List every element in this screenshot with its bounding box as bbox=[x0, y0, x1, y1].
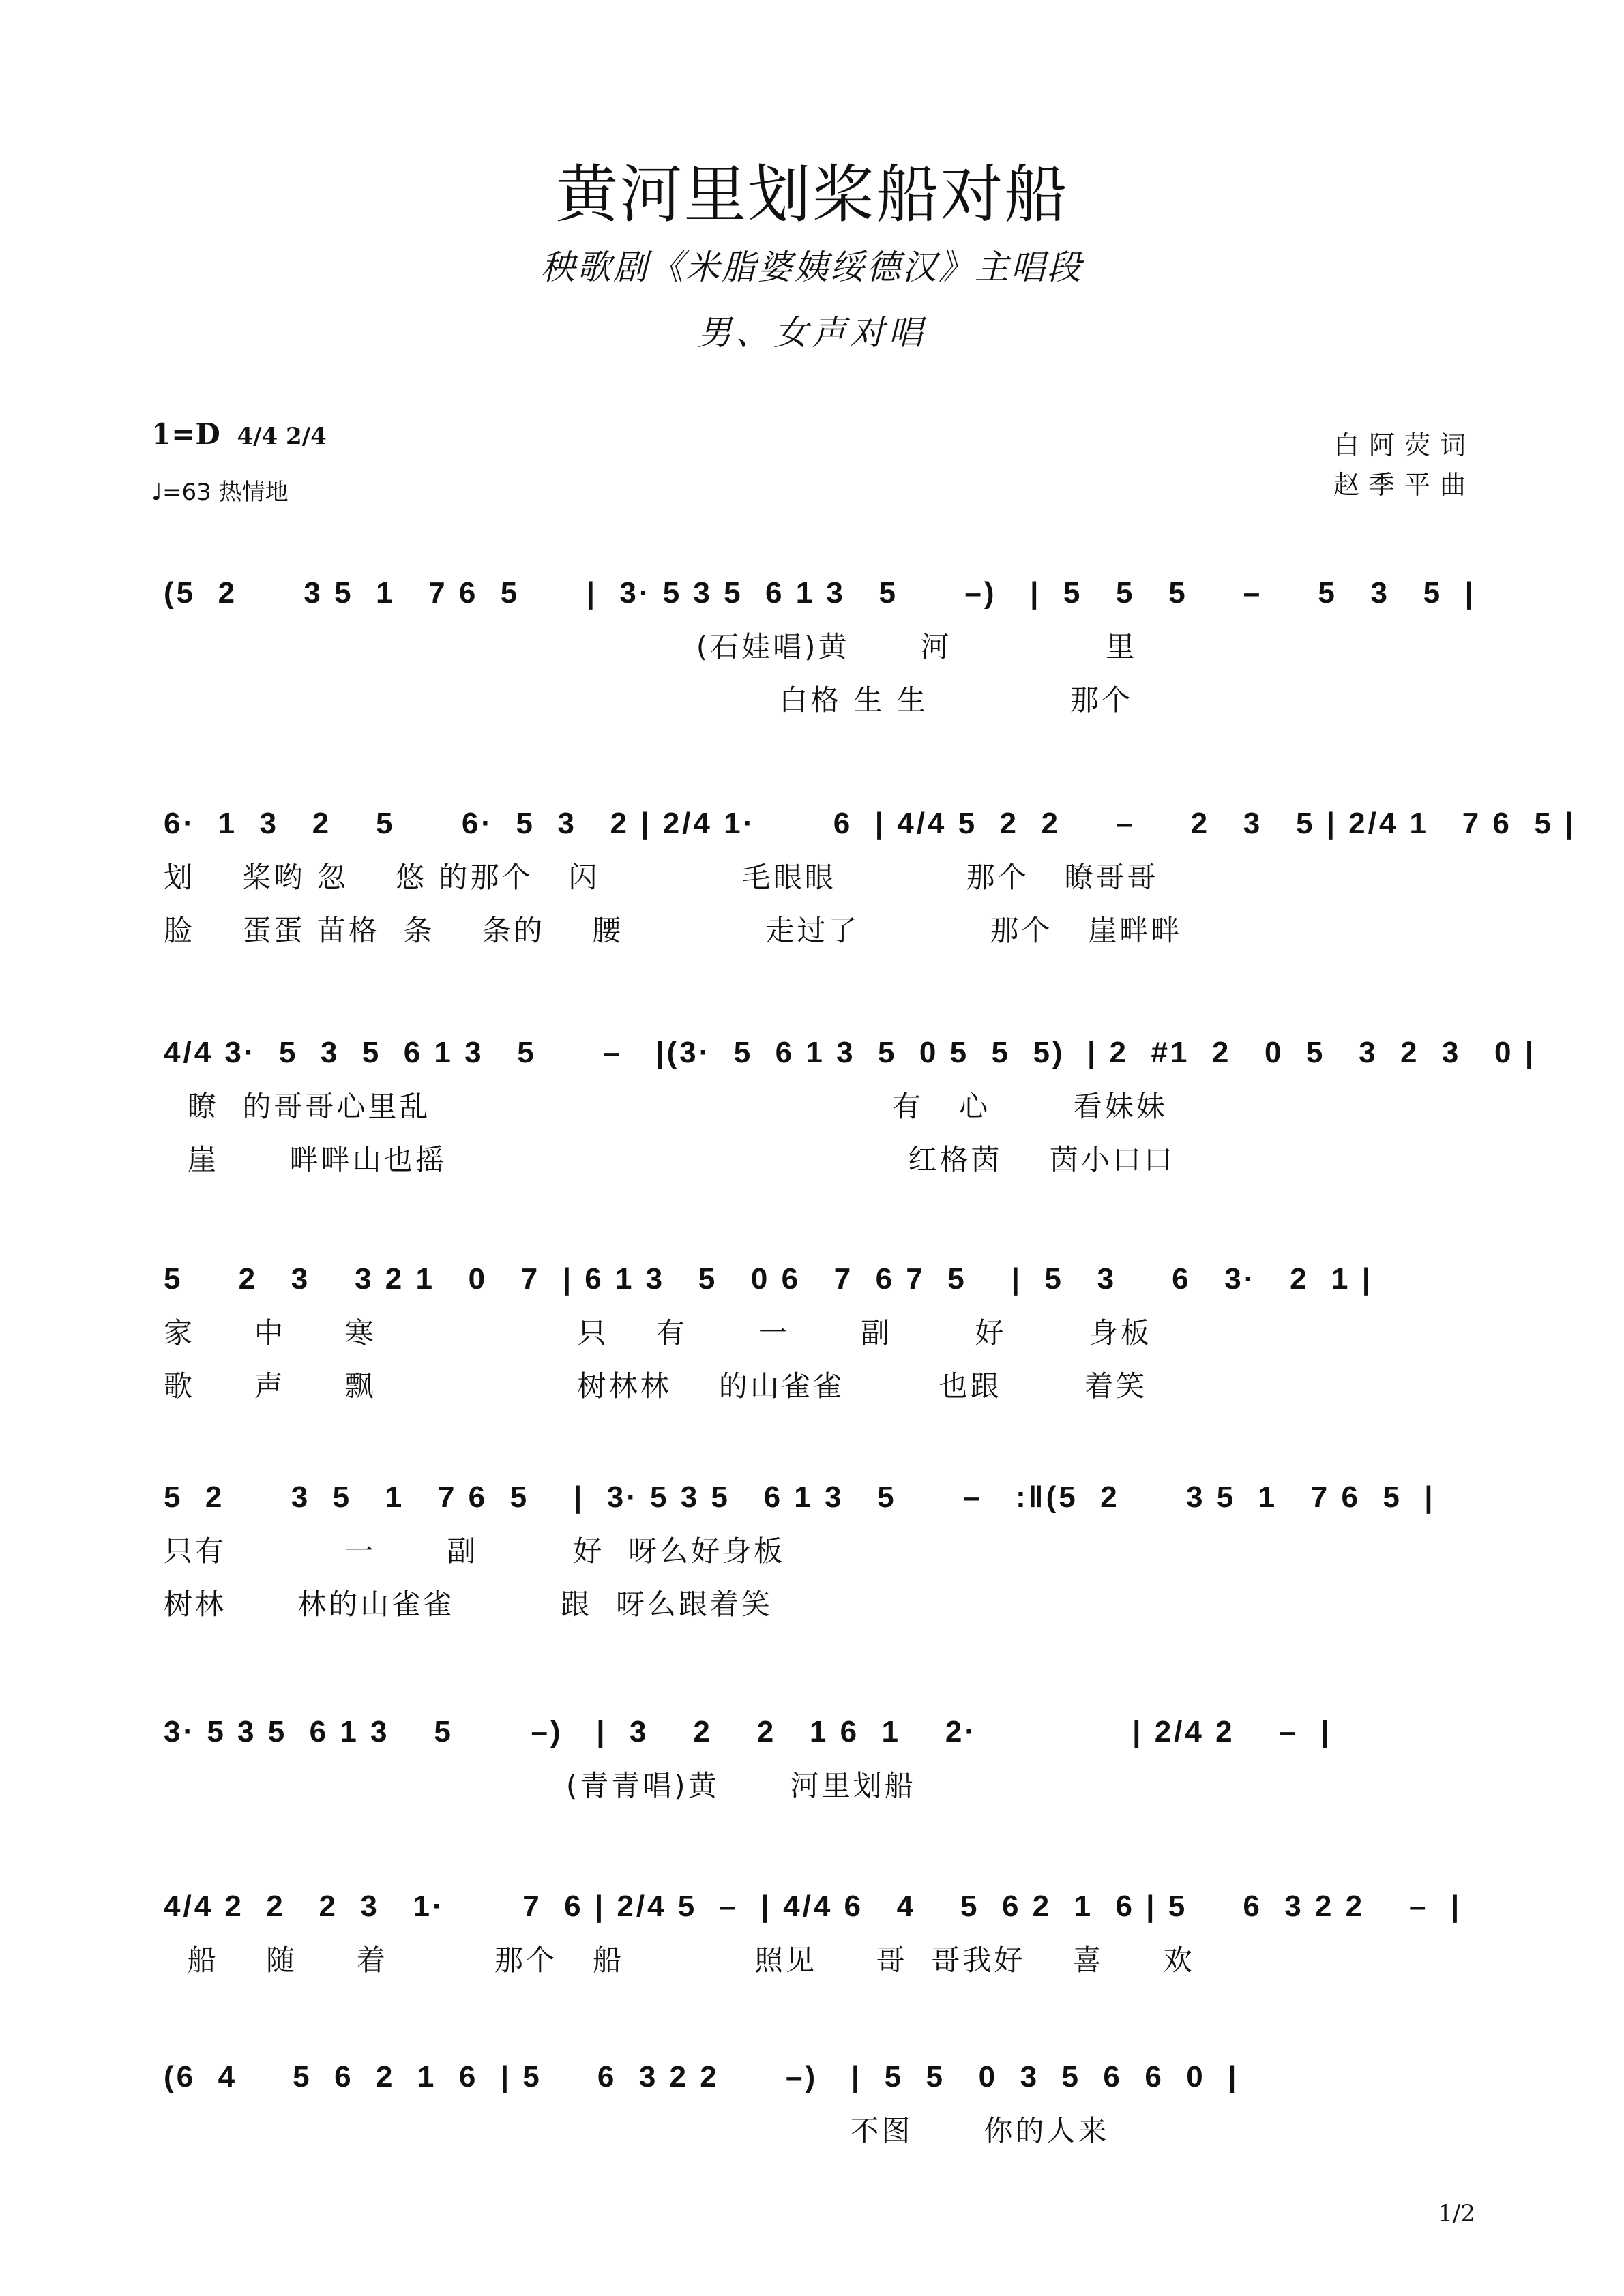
lyric-line: (青青唱)黄 河里划船 bbox=[164, 1769, 916, 1802]
staff-notes: (5 2 3 5 1 7 6 5 | 3· 5 3 5 6 1 3 5 –) | 5 5 5 – 5 3 5 | bbox=[164, 576, 1476, 610]
lyric-line: 只有 一 副 好 呀么好身板 bbox=[164, 1534, 786, 1568]
lyric-line: (石娃唱)黄 河 里 bbox=[164, 630, 1138, 664]
lyric-line: 白格 生 生 那个 bbox=[164, 683, 1134, 717]
staff-5 bbox=[164, 1470, 1473, 1631]
lyric-line: 不图 你的人来 bbox=[164, 2114, 1110, 2147]
lyric-line: 船 随 着 那个 船 照见 哥 哥我好 喜 欢 bbox=[164, 1943, 1195, 1977]
staff-notes: 5 2 3 3 2 1 0 7 | 6 1 3 5 0 6 7 6 7 5 | 5 3 6 3· 2 1 | bbox=[164, 1262, 1374, 1296]
staff-2 bbox=[164, 796, 1576, 957]
performance-note: 男、女声对唱 bbox=[697, 313, 927, 353]
lyric-line: 家 中 寒 只 有 一 副 好 身板 bbox=[164, 1316, 1152, 1350]
lyricist-credit: 白阿荧词 bbox=[1333, 430, 1475, 460]
staff-notes: 6· 1 3 2 5 6· 5 3 2 | 2/4 1· 6 | 4/4 5 2 2 – 2 3 5 | 2/4 1 7 6 5 | bbox=[164, 807, 1576, 840]
lyric-line: 树林 林的山雀雀 跟 呀么跟着笑 bbox=[164, 1587, 773, 1621]
composer-credit: 赵季平曲 bbox=[1333, 470, 1475, 500]
staff-notes: 4/4 3· 5 3 5 6 1 3 5 – |(3· 5 6 1 3 5 0 5 5 5) | 2 #1 2 0 5 3 2 3 0 | bbox=[164, 1036, 1537, 1069]
staff-notes: 5 2 3 5 1 7 6 5 | 3· 5 3 5 6 1 3 5 – :‖(5 2 3 5 1 7 6 5 | bbox=[164, 1480, 1436, 1514]
key-signature bbox=[151, 417, 327, 451]
staff-7 bbox=[164, 1879, 1473, 1987]
time-signature: 4/4 2/4 bbox=[237, 423, 327, 450]
staff-3 bbox=[164, 1026, 1537, 1187]
page-number: 1/2 bbox=[1438, 2200, 1475, 2227]
staff-notes: 3· 5 3 5 6 1 3 5 –) | 3 2 2 1 6 1 2· | 2/4 2 – | bbox=[164, 1715, 1332, 1748]
key-label: 1=D bbox=[151, 417, 220, 451]
song-title: 黄河里划桨船对船 bbox=[555, 158, 1069, 231]
staff-6 bbox=[164, 1705, 1473, 1813]
song-subtitle: 秧歌剧《米脂婆姨绥德汉》主唱段 bbox=[541, 248, 1083, 287]
lyric-line: 脸 蛋蛋 苗格 条 条的 腰 走过了 那个 崖畔畔 bbox=[164, 914, 1183, 947]
tempo-marking: ♩=63 热情地 bbox=[151, 479, 289, 506]
lyric-line: 歌 声 飘 树林林 的山雀雀 也跟 着笑 bbox=[164, 1369, 1148, 1403]
staff-1 bbox=[164, 566, 1476, 727]
lyric-line: 划 桨哟 忽 悠 的那个 闪 毛眼眼 那个 瞭哥哥 bbox=[164, 861, 1159, 894]
staff-notes: (6 4 5 6 2 1 6 | 5 6 3 2 2 –) | 5 5 0 3 5 6 6 0 | bbox=[164, 2060, 1239, 2093]
lyric-line: 瞭 的哥哥心里乱 有 心 看妹妹 bbox=[164, 1090, 1168, 1123]
staff-4 bbox=[164, 1252, 1473, 1413]
staff-notes: 4/4 2 2 2 3 1· 7 6 | 2/4 5 – | 4/4 6 4 5 6 2 1 6 | 5 6 3 2 2 – | bbox=[164, 1890, 1462, 1923]
staff-8 bbox=[164, 2050, 1473, 2158]
lyric-line: 崖 畔畔山也摇 红格茵 茵小口口 bbox=[164, 1143, 1175, 1176]
